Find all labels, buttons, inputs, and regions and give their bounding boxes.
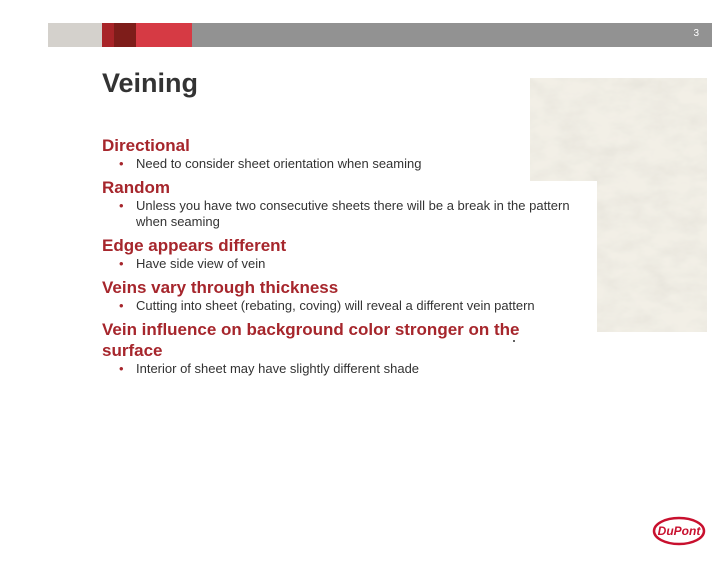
bullet-dot: •: [119, 298, 124, 313]
header-accent-red: [102, 23, 114, 47]
bullet-item: [102, 198, 572, 230]
dupont-logo: [652, 515, 706, 547]
bullet-item: [102, 256, 572, 272]
section-heading: Random: [102, 178, 170, 197]
section-heading: Vein influence on background color stronger on the surface: [102, 320, 520, 360]
section-heading: Directional: [102, 136, 190, 155]
bullet-text: Unless you have two consecutive sheets there will be a break in the pattern when seaming: [136, 198, 570, 229]
header-accent-bright-red: [136, 23, 192, 47]
bullet-text: Interior of sheet may have slightly different shade: [136, 361, 420, 376]
svg-text:DuPont: DuPont: [657, 524, 701, 538]
section-heading: Veins vary through thickness: [102, 278, 339, 297]
bullet-dot: •: [119, 156, 124, 171]
header-accent-light: [48, 23, 102, 47]
header-bar: [48, 23, 712, 47]
bullet-dot: •: [119, 361, 124, 376]
bullet-item: [102, 361, 572, 377]
stray-dot: [513, 340, 515, 342]
slide-title: Veining: [102, 68, 199, 98]
bullet-text: Cutting into sheet (rebating, coving) will reveal a different vein pattern: [136, 298, 535, 313]
bullet-text: Need to consider sheet orientation when seaming: [136, 156, 422, 171]
section-heading: Edge appears different: [102, 236, 287, 255]
bullet-dot: •: [119, 198, 124, 213]
bullet-item: [102, 298, 572, 314]
marble-texture-image: [530, 78, 707, 332]
bullet-item: [102, 156, 572, 172]
page-number: 3: [693, 28, 699, 39]
header-accent-dark-red: [114, 23, 136, 47]
bullet-text: Have side view of vein: [136, 256, 266, 271]
bullet-dot: •: [119, 256, 124, 271]
slide-content: [102, 135, 572, 382]
